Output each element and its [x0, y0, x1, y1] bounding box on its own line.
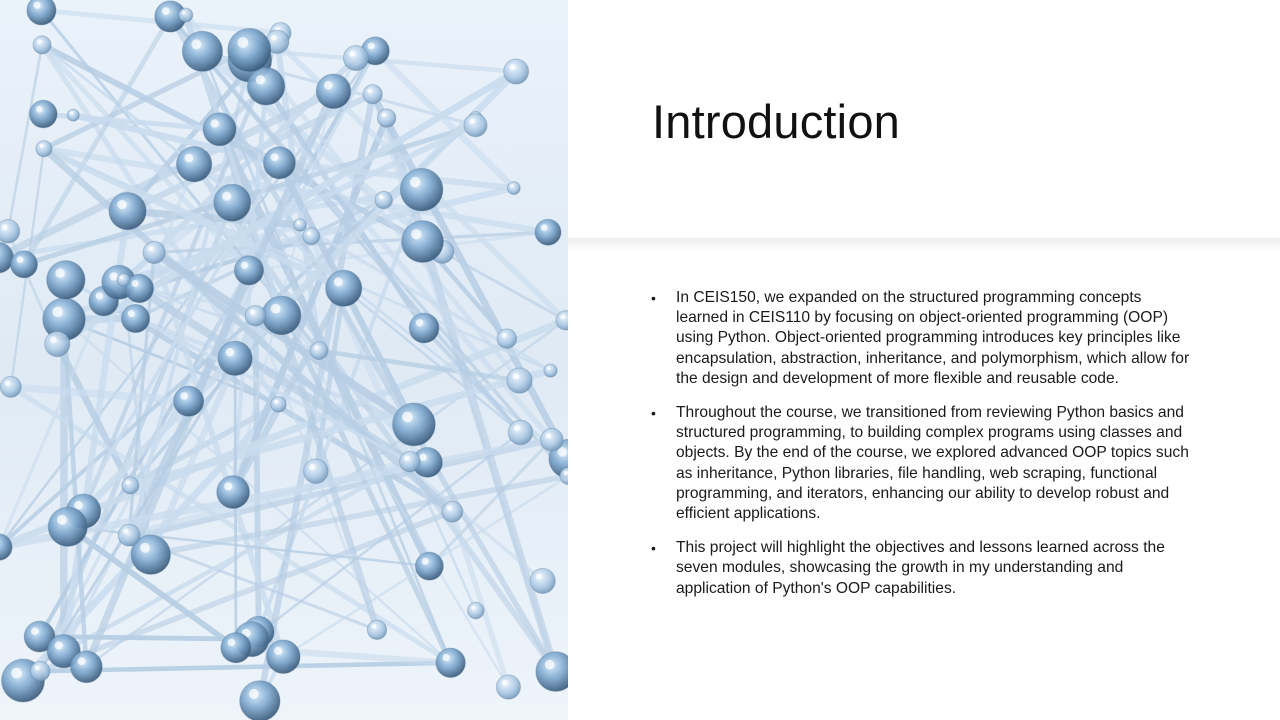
glass-node	[267, 640, 301, 674]
glass-node-highlight	[128, 310, 135, 317]
glass-node-highlight	[274, 647, 282, 655]
glass-node-highlight	[271, 35, 277, 41]
glass-node	[367, 620, 386, 639]
glass-node	[221, 633, 251, 663]
glass-node-highlight	[514, 425, 520, 431]
glass-node-highlight	[37, 40, 41, 44]
glass-node-highlight	[148, 246, 154, 252]
glass-node-highlight	[40, 144, 44, 148]
glass-node-highlight	[70, 112, 73, 115]
glass-node-highlight	[34, 2, 41, 9]
glass-node	[294, 219, 307, 232]
glass-node-highlight	[372, 624, 377, 629]
glass-node	[400, 451, 421, 472]
glass-node	[228, 28, 271, 71]
glass-node	[271, 397, 287, 413]
glass-node-highlight	[250, 310, 255, 315]
glass-node	[436, 648, 465, 677]
glass-node	[0, 376, 21, 397]
glass-node	[316, 74, 351, 109]
glass-node	[11, 251, 38, 278]
glass-node	[47, 261, 85, 299]
glass-node	[375, 191, 392, 208]
glass-node	[442, 501, 463, 522]
glass-node-highlight	[510, 184, 513, 187]
glass-node	[33, 36, 51, 54]
glass-node-highlight	[123, 529, 128, 534]
glass-node-highlight	[509, 64, 515, 70]
glass-node	[497, 329, 517, 349]
glass-node	[343, 46, 368, 71]
glass-node-highlight	[447, 505, 452, 510]
bullet-item	[652, 288, 1192, 389]
title-divider-shadow	[568, 238, 1280, 252]
glass-node-highlight	[502, 680, 508, 686]
glass-node-highlight	[5, 381, 10, 386]
glass-node	[464, 114, 487, 137]
bullet-text: Throughout the course, we transitioned from reviewing Python basics and structured programming, to building complex programs using classes and objects. By the end of the course, we explored advanced OOP topics such as inheritance, Python libraries, file handling, web scraping, functional programming, and iterators, enhancing our ability to develop robust and efficient applications.	[676, 404, 1189, 523]
bullet-item	[652, 538, 1192, 599]
glass-node	[203, 113, 236, 146]
glass-node-highlight	[422, 558, 429, 565]
glass-node	[174, 386, 204, 416]
bullet-icon: •	[651, 405, 656, 422]
glass-node	[409, 313, 439, 343]
bullet-text: In CEIS150, we expanded on the structured programming concepts learned in CEIS110 by focusing on object-oriented programming (OOP) using Python. Object-oriented programming introduces key principles like encapsulation, abstraction, inheritance, and polymorphism, which allow for the design and development of more flexible and reusable code.	[676, 289, 1190, 387]
glass-node-highlight	[78, 657, 86, 665]
glass-node-highlight	[182, 11, 185, 14]
glass-node-highlight	[120, 276, 123, 279]
glass-node-highlight	[50, 336, 56, 342]
glass-node	[30, 100, 58, 128]
glass-node	[540, 428, 563, 451]
glass-node-highlight	[546, 433, 552, 439]
glass-node-highlight	[52, 307, 63, 318]
glass-node	[48, 507, 87, 546]
glass-node	[27, 0, 56, 25]
glass-node-highlight	[140, 543, 150, 553]
glass-node	[508, 420, 533, 445]
glass-node-highlight	[132, 280, 139, 287]
glass-node-highlight	[55, 268, 65, 278]
glass-node-highlight	[180, 392, 188, 400]
glass-node-highlight	[271, 153, 279, 161]
bullet-list	[652, 288, 1192, 613]
glass-node	[263, 147, 295, 179]
glass-node-highlight	[349, 51, 355, 57]
glass-node	[121, 304, 149, 332]
glass-node-highlight	[324, 81, 333, 90]
slide-title: Introduction	[652, 95, 901, 148]
glass-node-highlight	[309, 464, 315, 470]
glass-node-highlight	[117, 200, 126, 209]
glass-node	[377, 109, 395, 127]
glass-node-highlight	[17, 256, 24, 263]
glass-node-highlight	[541, 224, 548, 231]
glass-node-highlight	[36, 106, 43, 113]
glass-node-highlight	[297, 221, 300, 224]
glass-node-highlight	[367, 89, 372, 94]
glass-node	[36, 141, 52, 157]
glass-node-highlight	[55, 641, 63, 649]
glass-node-highlight	[96, 292, 103, 299]
glass-node-highlight	[2, 224, 8, 230]
glass-node-highlight	[226, 348, 235, 357]
glass-node-highlight	[256, 75, 265, 84]
glass-node-highlight	[222, 192, 231, 201]
glass-node-highlight	[382, 113, 387, 118]
glass-node	[70, 651, 102, 683]
glass-node-highlight	[536, 573, 542, 579]
glass-node	[217, 476, 250, 509]
glass-node-highlight	[274, 400, 278, 404]
glass-node-highlight	[57, 515, 67, 525]
glass-node-highlight	[416, 319, 423, 326]
glass-node	[143, 241, 165, 263]
glass-node-highlight	[469, 118, 475, 124]
glass-node-highlight	[238, 37, 249, 48]
bullet-icon: •	[651, 540, 656, 557]
glass-node	[0, 220, 20, 243]
glass-node	[535, 219, 561, 245]
glass-node-highlight	[211, 119, 219, 127]
glass-node-highlight	[35, 665, 40, 670]
glass-node	[245, 305, 265, 325]
glass-node	[247, 68, 284, 105]
molecular-network-graphic	[0, 0, 568, 720]
glass-node-highlight	[184, 154, 193, 163]
glass-node	[326, 270, 362, 306]
glass-node-highlight	[31, 627, 39, 635]
glass-node	[530, 568, 555, 593]
glass-node	[468, 602, 485, 619]
glass-node	[45, 331, 70, 356]
glass-node-highlight	[564, 471, 568, 475]
glass-node-highlight	[379, 195, 383, 199]
glass-node-highlight	[545, 660, 555, 670]
glass-node-highlight	[443, 654, 450, 661]
glass-node-highlight	[249, 689, 259, 699]
glass-node	[304, 459, 329, 484]
glass-node	[507, 368, 532, 393]
glass-node	[179, 8, 193, 22]
glass-node	[303, 228, 320, 245]
glass-node-highlight	[162, 7, 170, 15]
glass-node-highlight	[228, 639, 236, 647]
glass-node	[67, 109, 79, 121]
glass-node	[504, 59, 529, 84]
glass-node	[109, 193, 146, 230]
glass-node-highlight	[191, 39, 201, 49]
glass-node	[234, 256, 263, 285]
glass-node	[496, 675, 520, 699]
glass-node	[240, 681, 280, 720]
glass-node	[182, 31, 222, 71]
glass-node	[363, 85, 382, 104]
glass-node	[262, 296, 301, 335]
bullet-icon: •	[651, 290, 656, 306]
glass-node	[415, 552, 443, 580]
glass-node-highlight	[271, 304, 281, 314]
glass-node-highlight	[241, 262, 248, 269]
glass-node-highlight	[411, 229, 421, 239]
glass-node-highlight	[11, 668, 22, 679]
glass-node-highlight	[547, 367, 550, 370]
molecular-network-image	[0, 0, 568, 720]
glass-node-highlight	[402, 412, 413, 423]
glass-node	[117, 273, 130, 286]
glass-node-highlight	[368, 43, 375, 50]
glass-node	[392, 403, 435, 446]
glass-node-highlight	[307, 231, 311, 235]
glass-node	[400, 168, 443, 211]
glass-node-highlight	[513, 373, 519, 379]
glass-node	[544, 364, 557, 377]
glass-node	[30, 661, 50, 681]
glass-node	[218, 341, 252, 375]
glass-node	[310, 342, 328, 360]
glass-node	[507, 182, 520, 195]
glass-node-highlight	[502, 333, 507, 338]
glass-node	[118, 524, 140, 546]
glass-node-highlight	[314, 345, 318, 349]
bullet-item	[652, 403, 1192, 524]
glass-node-highlight	[126, 480, 130, 484]
glass-node-highlight	[471, 606, 475, 610]
glass-node	[122, 477, 139, 494]
glass-node-highlight	[334, 277, 343, 286]
glass-node-highlight	[224, 482, 232, 490]
glass-node-highlight	[404, 455, 409, 460]
glass-node	[214, 184, 251, 221]
glass-node	[176, 146, 211, 181]
glass-node	[402, 221, 444, 263]
glass-node-highlight	[410, 177, 421, 188]
bullet-text: This project will highlight the objectives and lessons learned across the seven modules, showcasing the growth in my understanding and application of Python's OOP capabilities.	[676, 539, 1165, 597]
glass-node-highlight	[560, 315, 565, 320]
